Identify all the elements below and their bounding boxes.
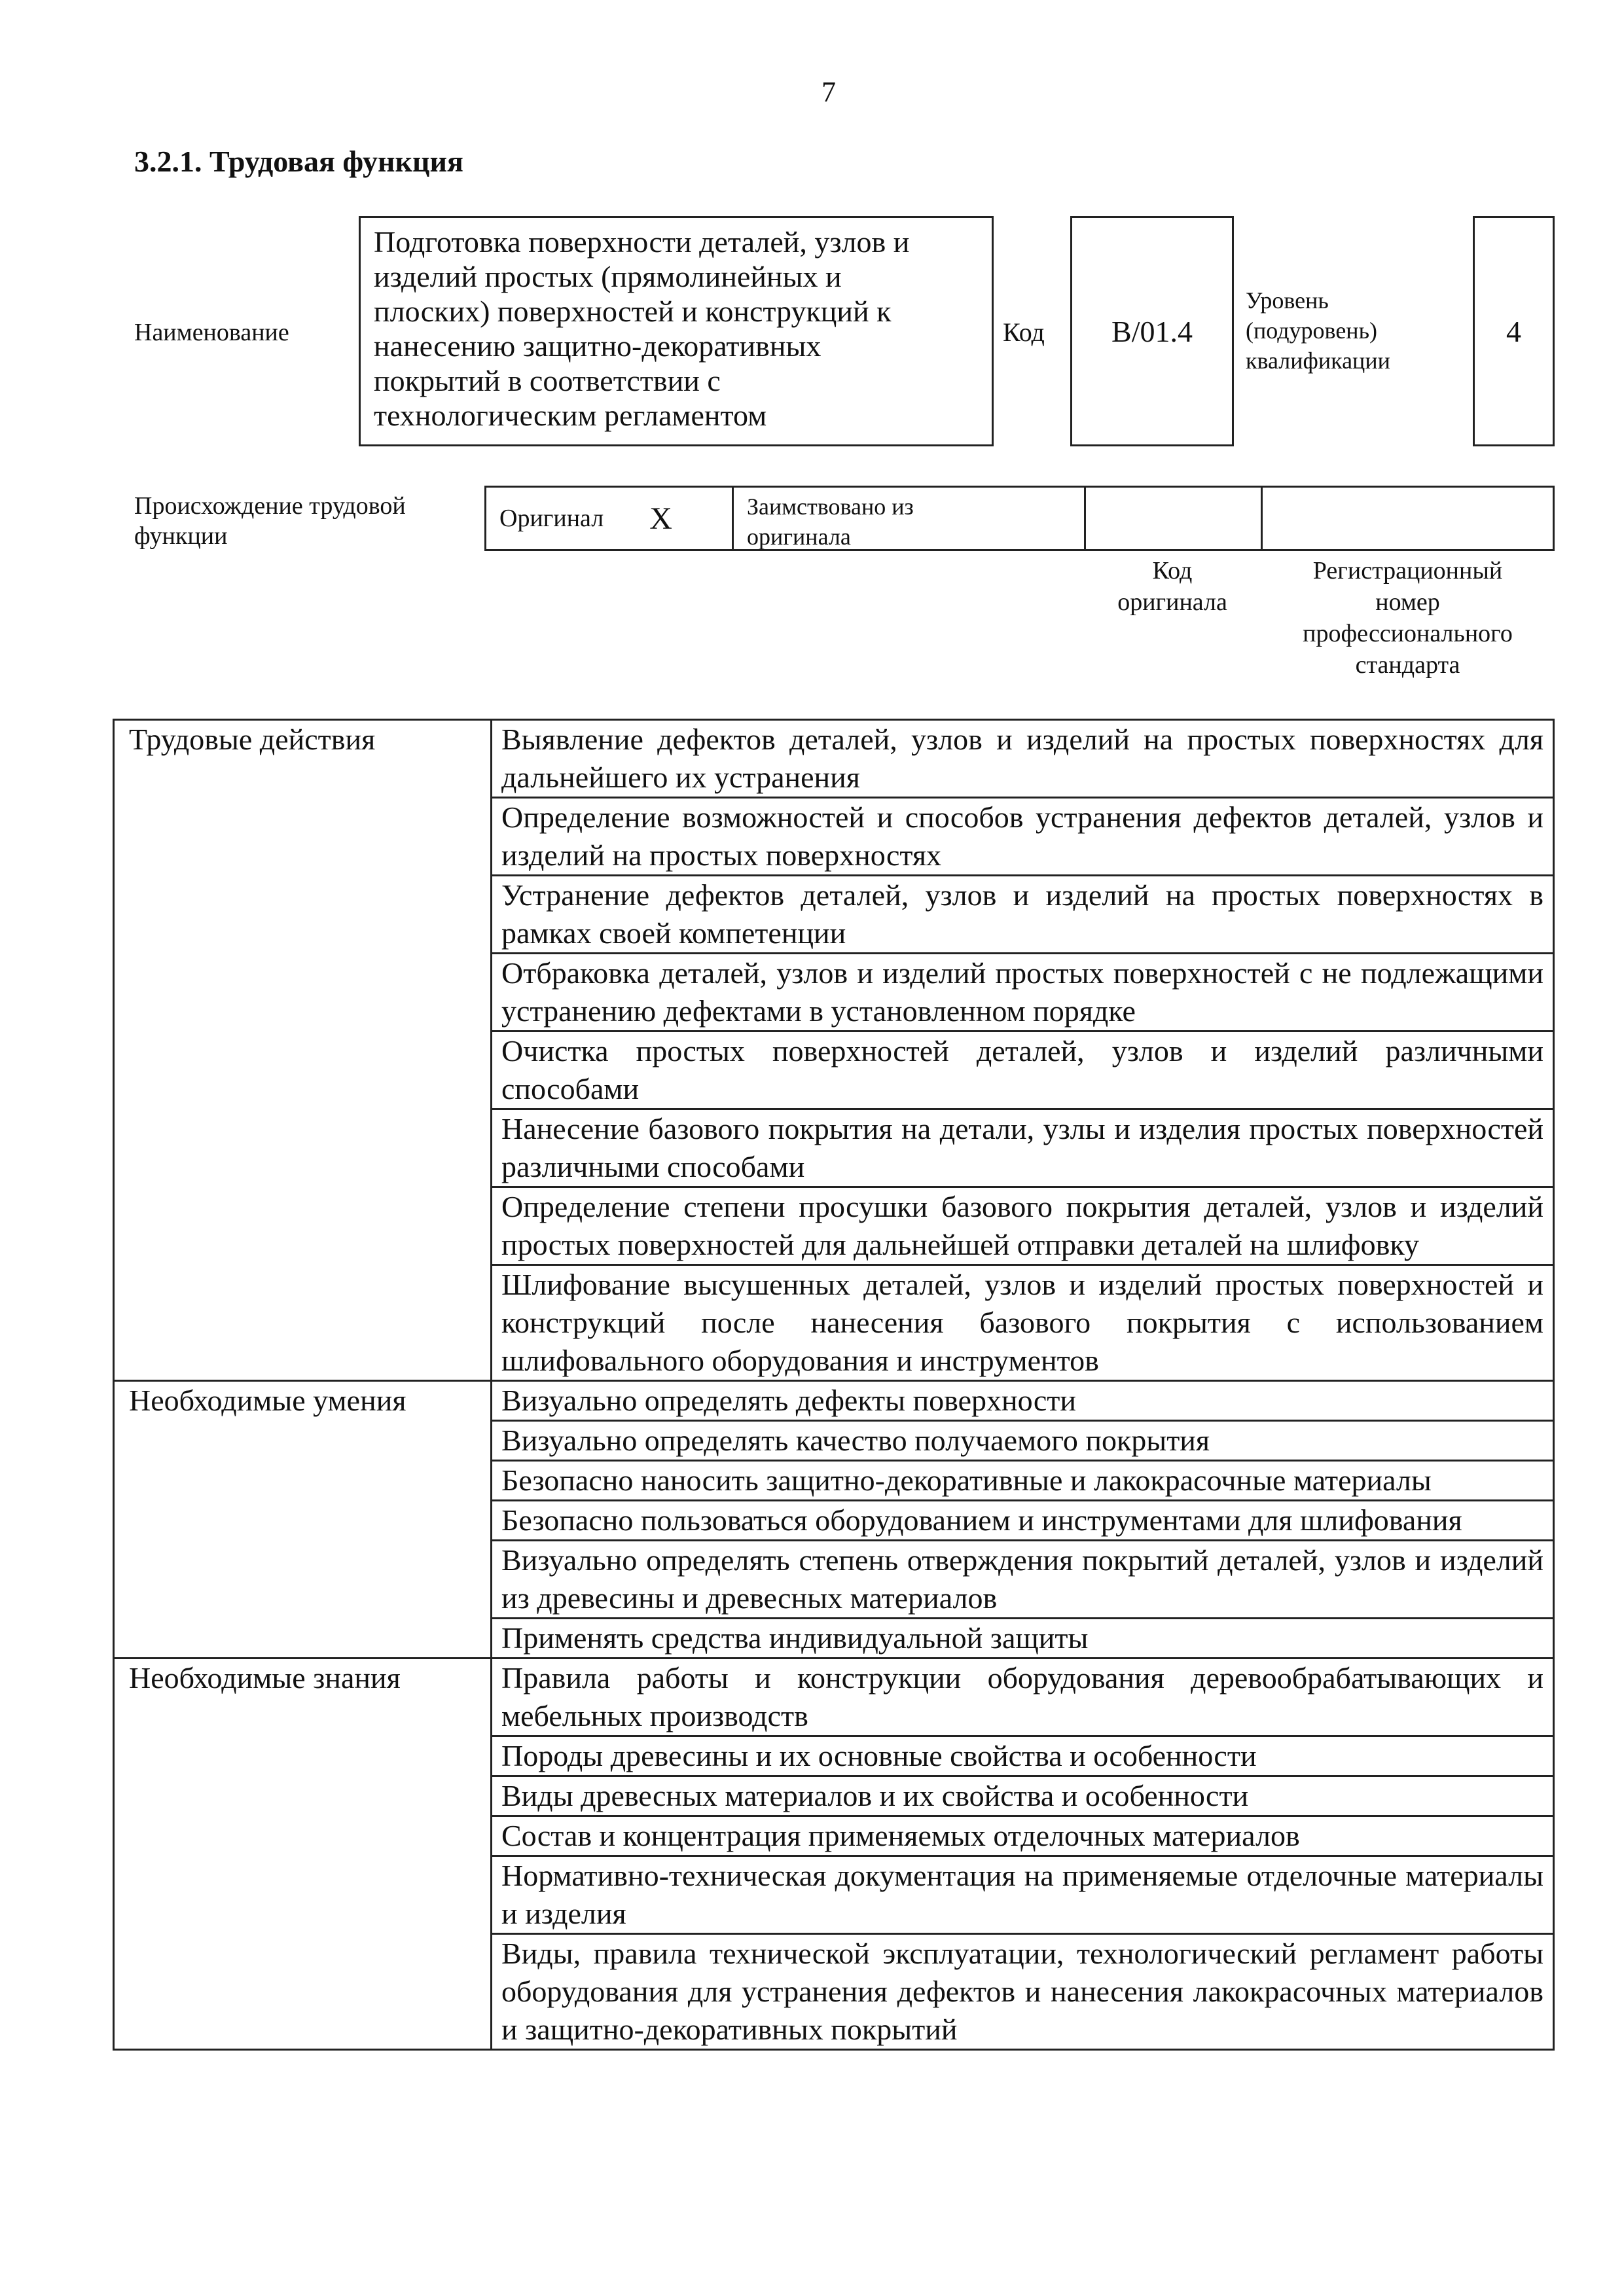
item-cell: Виды, правила технической эксплуатации, технологический регламент работы оборудования для устранения дефектов и нанесения лакокрасочных материалов и защитно-декоративных покрытий	[492, 1934, 1554, 2050]
item-cell: Породы древесины и их основные свойства и особенности	[492, 1736, 1554, 1776]
function-name-box	[359, 216, 994, 446]
caption-line: стандарта	[1355, 651, 1460, 679]
code-value: В/01.4	[1111, 314, 1193, 348]
category-cell: Необходимые умения	[114, 1381, 492, 1659]
origin-borrowed-cell	[734, 488, 1086, 549]
function-name-line: технологическим регламентом	[374, 399, 767, 432]
caption-line: Регистрационный	[1312, 557, 1503, 584]
origin-code-cell	[1086, 488, 1263, 549]
item-cell: Применять средства индивидуальной защиты	[492, 1619, 1554, 1659]
code-value-box	[1070, 216, 1234, 446]
item-cell: Визуально определять качество получаемого покрытия	[492, 1421, 1554, 1461]
origin-row	[484, 486, 1555, 551]
caption-line: профессионального	[1303, 620, 1513, 647]
function-name-line: покрытий в соответствии с	[374, 364, 721, 397]
code-original-caption	[1084, 555, 1261, 618]
borrowed-label-line: оригинала	[747, 524, 851, 550]
function-name-line: нанесению защитно-декоративных	[374, 329, 821, 363]
function-name-line: изделий простых (прямолинейных и	[374, 260, 842, 293]
function-name-line: плоских) поверхностей и конструкций к	[374, 295, 892, 328]
item-cell: Визуально определять степень отверждения покрытий деталей, узлов и изделий из древесины и древесных материалов	[492, 1541, 1554, 1619]
item-cell: Виды древесных материалов и их свойства и особенности	[492, 1776, 1554, 1816]
item-cell: Безопасно пользоваться оборудованием и инструментами для шлифования	[492, 1501, 1554, 1541]
page-number: 7	[821, 76, 836, 108]
reg-number-caption	[1261, 555, 1555, 681]
caption-line: номер	[1375, 588, 1440, 616]
section-title: 3.2.1. Трудовая функция	[134, 145, 463, 178]
table-row	[114, 720, 1554, 798]
code-label: Код	[1003, 317, 1045, 347]
item-cell: Состав и концентрация применяемых отделочных материалов	[492, 1816, 1554, 1856]
item-cell: Нанесение базового покрытия на детали, узлы и изделия простых поверхностей различными способами	[492, 1109, 1554, 1187]
item-cell: Нормативно-техническая документация на применяемые отделочные материалы и изделия	[492, 1856, 1554, 1934]
item-cell: Определение возможностей и способов устранения дефектов деталей, узлов и изделий на простых поверхностях	[492, 798, 1554, 876]
level-label-line: (подуровень)	[1246, 317, 1377, 344]
level-label	[1246, 285, 1390, 376]
level-label-line: Уровень	[1246, 287, 1329, 314]
item-cell: Выявление дефектов деталей, узлов и изделий на простых поверхностях для дальнейшего их устранения	[492, 720, 1554, 798]
item-cell: Безопасно наносить защитно-декоративные и лакокрасочные материалы	[492, 1461, 1554, 1501]
item-cell: Визуально определять дефекты поверхности	[492, 1381, 1554, 1421]
category-cell: Необходимые знания	[114, 1659, 492, 2050]
item-cell: Очистка простых поверхностей деталей, узлов и изделий различными способами	[492, 1031, 1554, 1109]
table-row	[114, 1381, 1554, 1421]
origin-label-line: функции	[134, 522, 228, 550]
level-value: 4	[1506, 314, 1521, 348]
origin-label-line: Происхождение трудовой	[134, 492, 406, 520]
caption-line: Код	[1152, 557, 1193, 584]
level-value-box	[1473, 216, 1555, 446]
original-label: Оригинал	[499, 505, 604, 532]
origin-original-cell	[486, 488, 734, 549]
item-cell: Шлифование высушенных деталей, узлов и изделий простых поверхностей и конструкций после нанесения базового покрытия с использованием шлифовального оборудования и инструментов	[492, 1265, 1554, 1381]
function-table	[113, 719, 1555, 2051]
item-cell: Определение степени просушки базового покрытия деталей, узлов и изделий простых поверхностей для дальнейшей отправки деталей на шлифовку	[492, 1187, 1554, 1265]
item-cell: Устранение дефектов деталей, узлов и изделий на простых поверхностях в рамках своей компетенции	[492, 876, 1554, 954]
caption-line: оригинала	[1117, 588, 1227, 616]
function-name-line: Подготовка поверхности деталей, узлов и	[374, 225, 910, 259]
category-cell: Трудовые действия	[114, 720, 492, 1381]
name-label: Наименование	[134, 319, 289, 346]
level-label-line: квалификации	[1246, 348, 1390, 374]
origin-reg-number-cell	[1263, 488, 1553, 549]
original-mark: X	[649, 501, 672, 536]
borrowed-label-line: Заимствовано из	[747, 493, 914, 520]
origin-label	[134, 491, 406, 551]
item-cell: Правила работы и конструкции оборудования деревообрабатывающих и мебельных производств	[492, 1659, 1554, 1736]
item-cell: Отбраковка деталей, узлов и изделий простых поверхностей с не подлежащими устранению дефектами в установленном порядке	[492, 954, 1554, 1031]
table-row	[114, 1659, 1554, 1736]
